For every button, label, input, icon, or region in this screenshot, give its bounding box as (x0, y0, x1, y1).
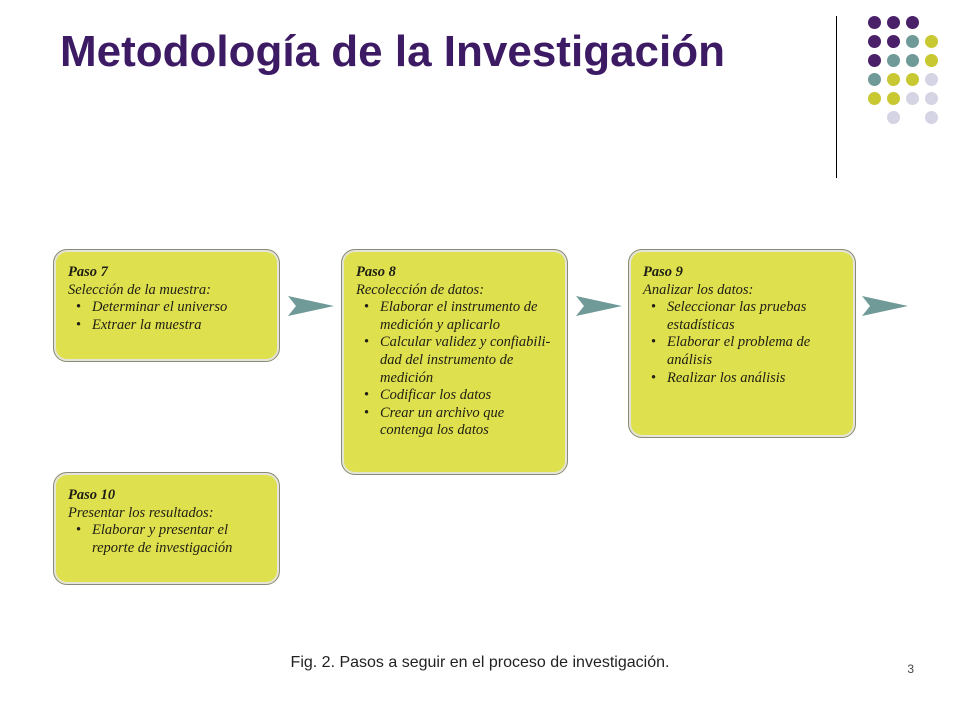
decorative-dot (906, 92, 919, 105)
step-list-item: • Elaborar y presentar el reporte de investigación (72, 522, 265, 557)
decorative-dot (906, 16, 919, 29)
decorative-dot (868, 35, 881, 48)
step-list-item: • Elaborar el problema de análisis (647, 334, 841, 369)
step-subtitle: Analizar los datos: (643, 281, 754, 298)
decorative-dot (925, 35, 938, 48)
decorative-dot (887, 35, 900, 48)
page-number: 3 (907, 662, 914, 676)
step-box-paso-9 (628, 249, 856, 438)
figure-caption: Fig. 2. Pasos a seguir en el proceso de investigación. (290, 654, 670, 671)
decorative-dot (925, 54, 938, 67)
arrow-right-icon (862, 294, 908, 318)
step-list (68, 522, 265, 557)
step-list-item: • Extraer la muestra (72, 317, 265, 335)
slide-title: Metodología de la Investigación (60, 27, 725, 76)
step-subtitle: Recolección de datos: (356, 281, 485, 298)
step-title: Paso 9 (643, 264, 683, 280)
decorative-dot (906, 73, 919, 86)
step-box-paso-8 (341, 249, 568, 475)
step-list-item: • Seleccionar las pruebas estadísticas (647, 299, 841, 334)
decorative-dot (925, 111, 938, 124)
step-list-item: • Determinar el universo (72, 299, 265, 317)
decorative-dot (887, 73, 900, 86)
step-list (643, 299, 841, 387)
decorative-dot (868, 16, 881, 29)
step-list-item: • Elaborar el instrumento de medición y aplicarlo (360, 299, 553, 334)
step-list-item: • Codificar los datos (360, 387, 553, 405)
decorative-dot (887, 111, 900, 124)
step-list-item: • Crear un archivo que contenga los datos (360, 405, 553, 440)
decorative-dot-grid (849, 12, 959, 158)
decorative-dot (887, 92, 900, 105)
decorative-dot (925, 73, 938, 86)
decorative-dot (925, 92, 938, 105)
step-title: Paso 7 (68, 264, 108, 280)
step-list-item: • Calcular validez y confiabili-dad del instrumento de medición (360, 334, 553, 387)
title-divider-line (836, 16, 837, 178)
decorative-dot (868, 92, 881, 105)
step-title: Paso 8 (356, 264, 396, 280)
decorative-dot (868, 73, 881, 86)
step-list (68, 299, 265, 334)
arrow-right-icon (288, 294, 334, 318)
step-list (356, 299, 553, 440)
step-box-paso-10 (53, 472, 280, 585)
decorative-dot (906, 35, 919, 48)
decorative-dot (906, 54, 919, 67)
decorative-dot (887, 54, 900, 67)
step-subtitle: Presentar los resultados: (68, 504, 214, 521)
step-subtitle: Selección de la muestra: (68, 281, 211, 298)
decorative-dot (887, 16, 900, 29)
step-title: Paso 10 (68, 487, 116, 503)
step-list-item: • Realizar los análisis (647, 370, 841, 388)
arrow-right-icon (576, 294, 622, 318)
step-box-paso-7 (53, 249, 280, 362)
decorative-dot (868, 54, 881, 67)
